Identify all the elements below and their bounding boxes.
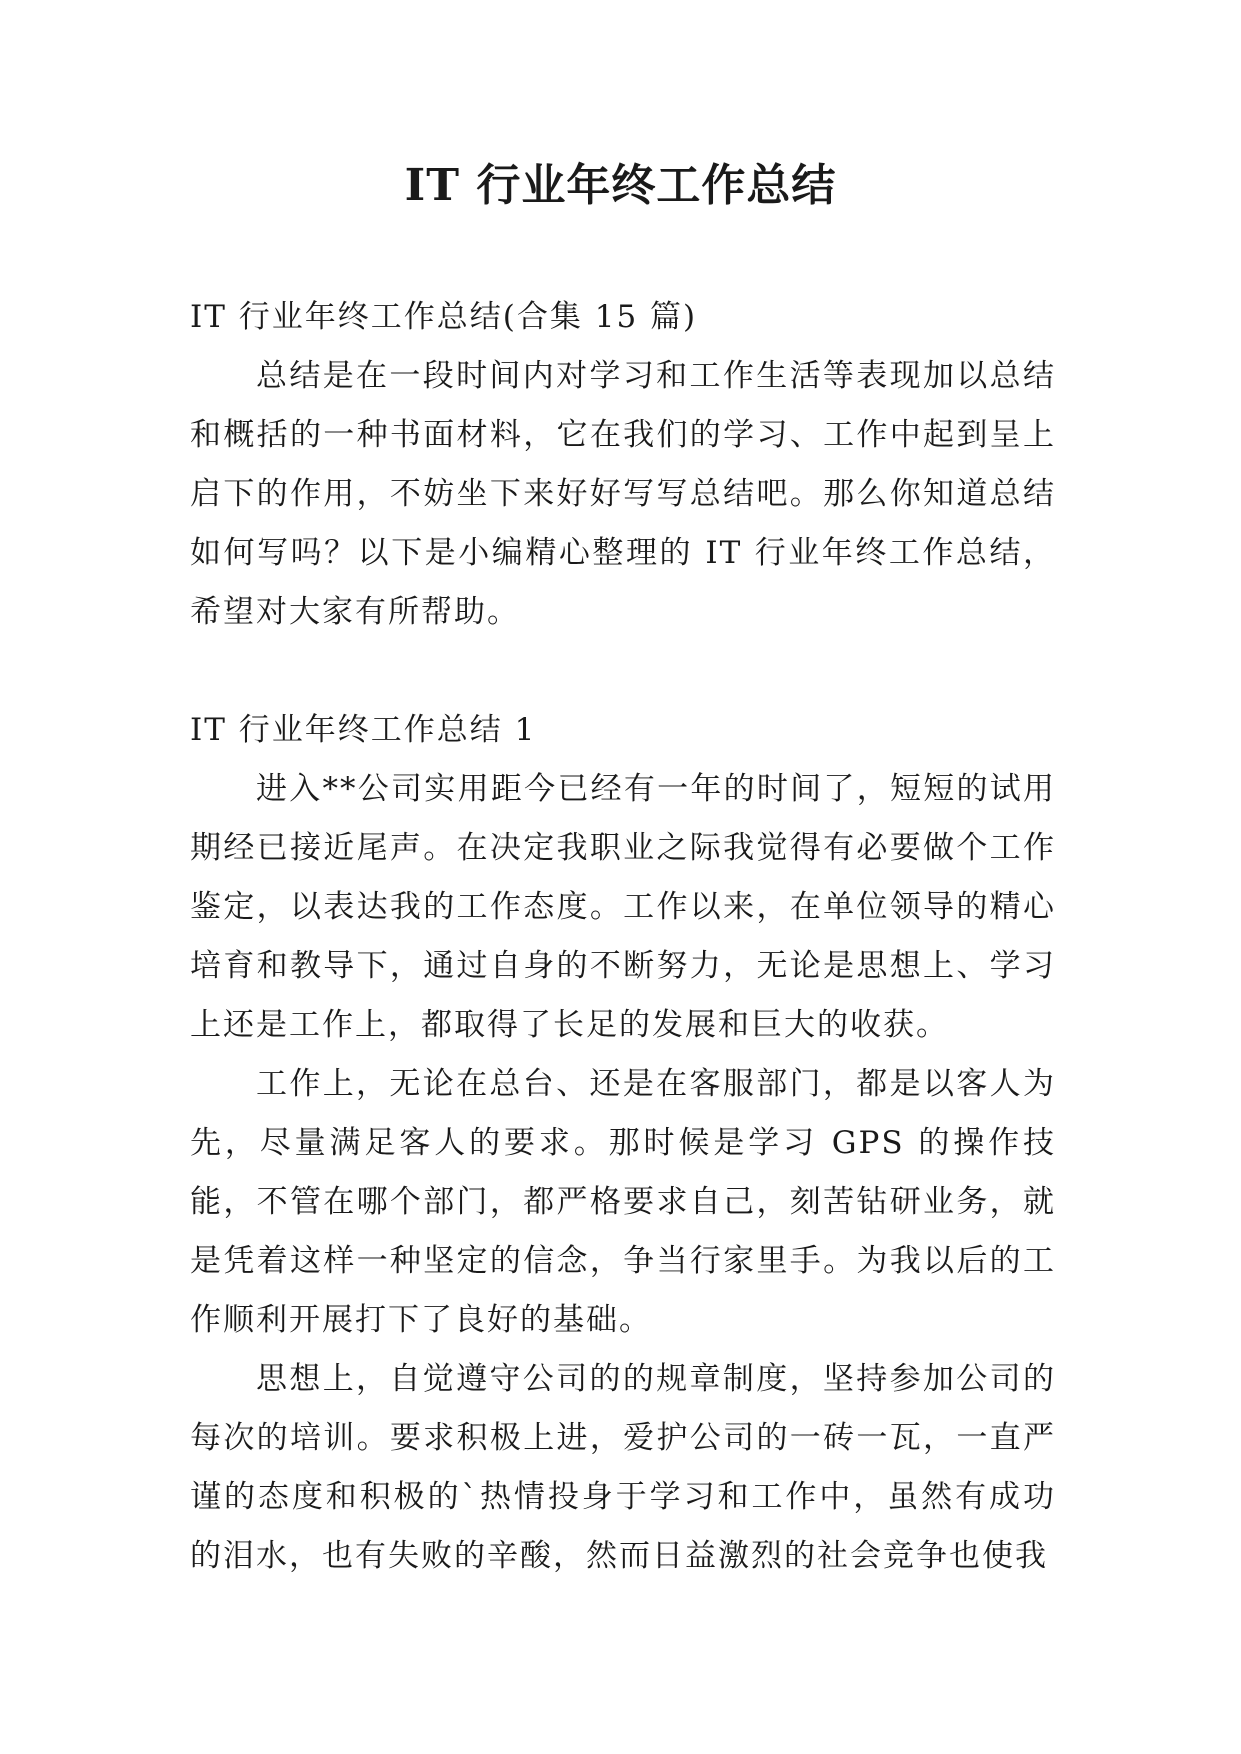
document-title: IT 行业年终工作总结	[404, 160, 837, 211]
body-paragraph: 工作上，无论在总台、还是在客服部门，都是以客人为先，尽量满足客人的要求。那时候是学习 GPS 的操作技能，不管在哪个部门，都严格要求自己，刻苦钻研业务，就是凭着这样一种坚定的信念，争当行家里手。为我以后的工作顺利开展打下了良好的基础。	[190, 1066, 1056, 1338]
section-heading: IT 行业年终工作总结 1	[190, 712, 537, 748]
document-body	[190, 288, 1056, 1586]
body-paragraph: 进入**公司实用距今已经有一年的时间了，短短的试用期经已接近尾声。在决定我职业之际我觉得有必要做个工作鉴定，以表达我的工作态度。工作以来，在单位领导的精心培育和教导下，通过自身的不断努力，无论是思想上、学习上还是工作上，都取得了长足的发展和巨大的收获。	[190, 771, 1056, 1043]
collection-heading: IT 行业年终工作总结(合集 15 篇)	[190, 299, 698, 335]
body-paragraph: 思想上，自觉遵守公司的的规章制度，坚持参加公司的每次的培训。要求积极上进，爱护公司的一砖一瓦，一直严谨的态度和积极的`热情投身于学习和工作中，虽然有成功的泪水，也有失败的辛酸，然而日益激烈的社会竞争也使我	[190, 1361, 1056, 1574]
intro-paragraph: 总结是在一段时间内对学习和工作生活等表现加以总结和概括的一种书面材料，它在我们的学习、工作中起到呈上启下的作用，不妨坐下来好好写写总结吧。那么你知道总结如何写吗？以下是小编精心整理的 IT 行业年终工作总结，希望对大家有所帮助。	[190, 358, 1056, 630]
section-spacer	[190, 642, 1056, 701]
